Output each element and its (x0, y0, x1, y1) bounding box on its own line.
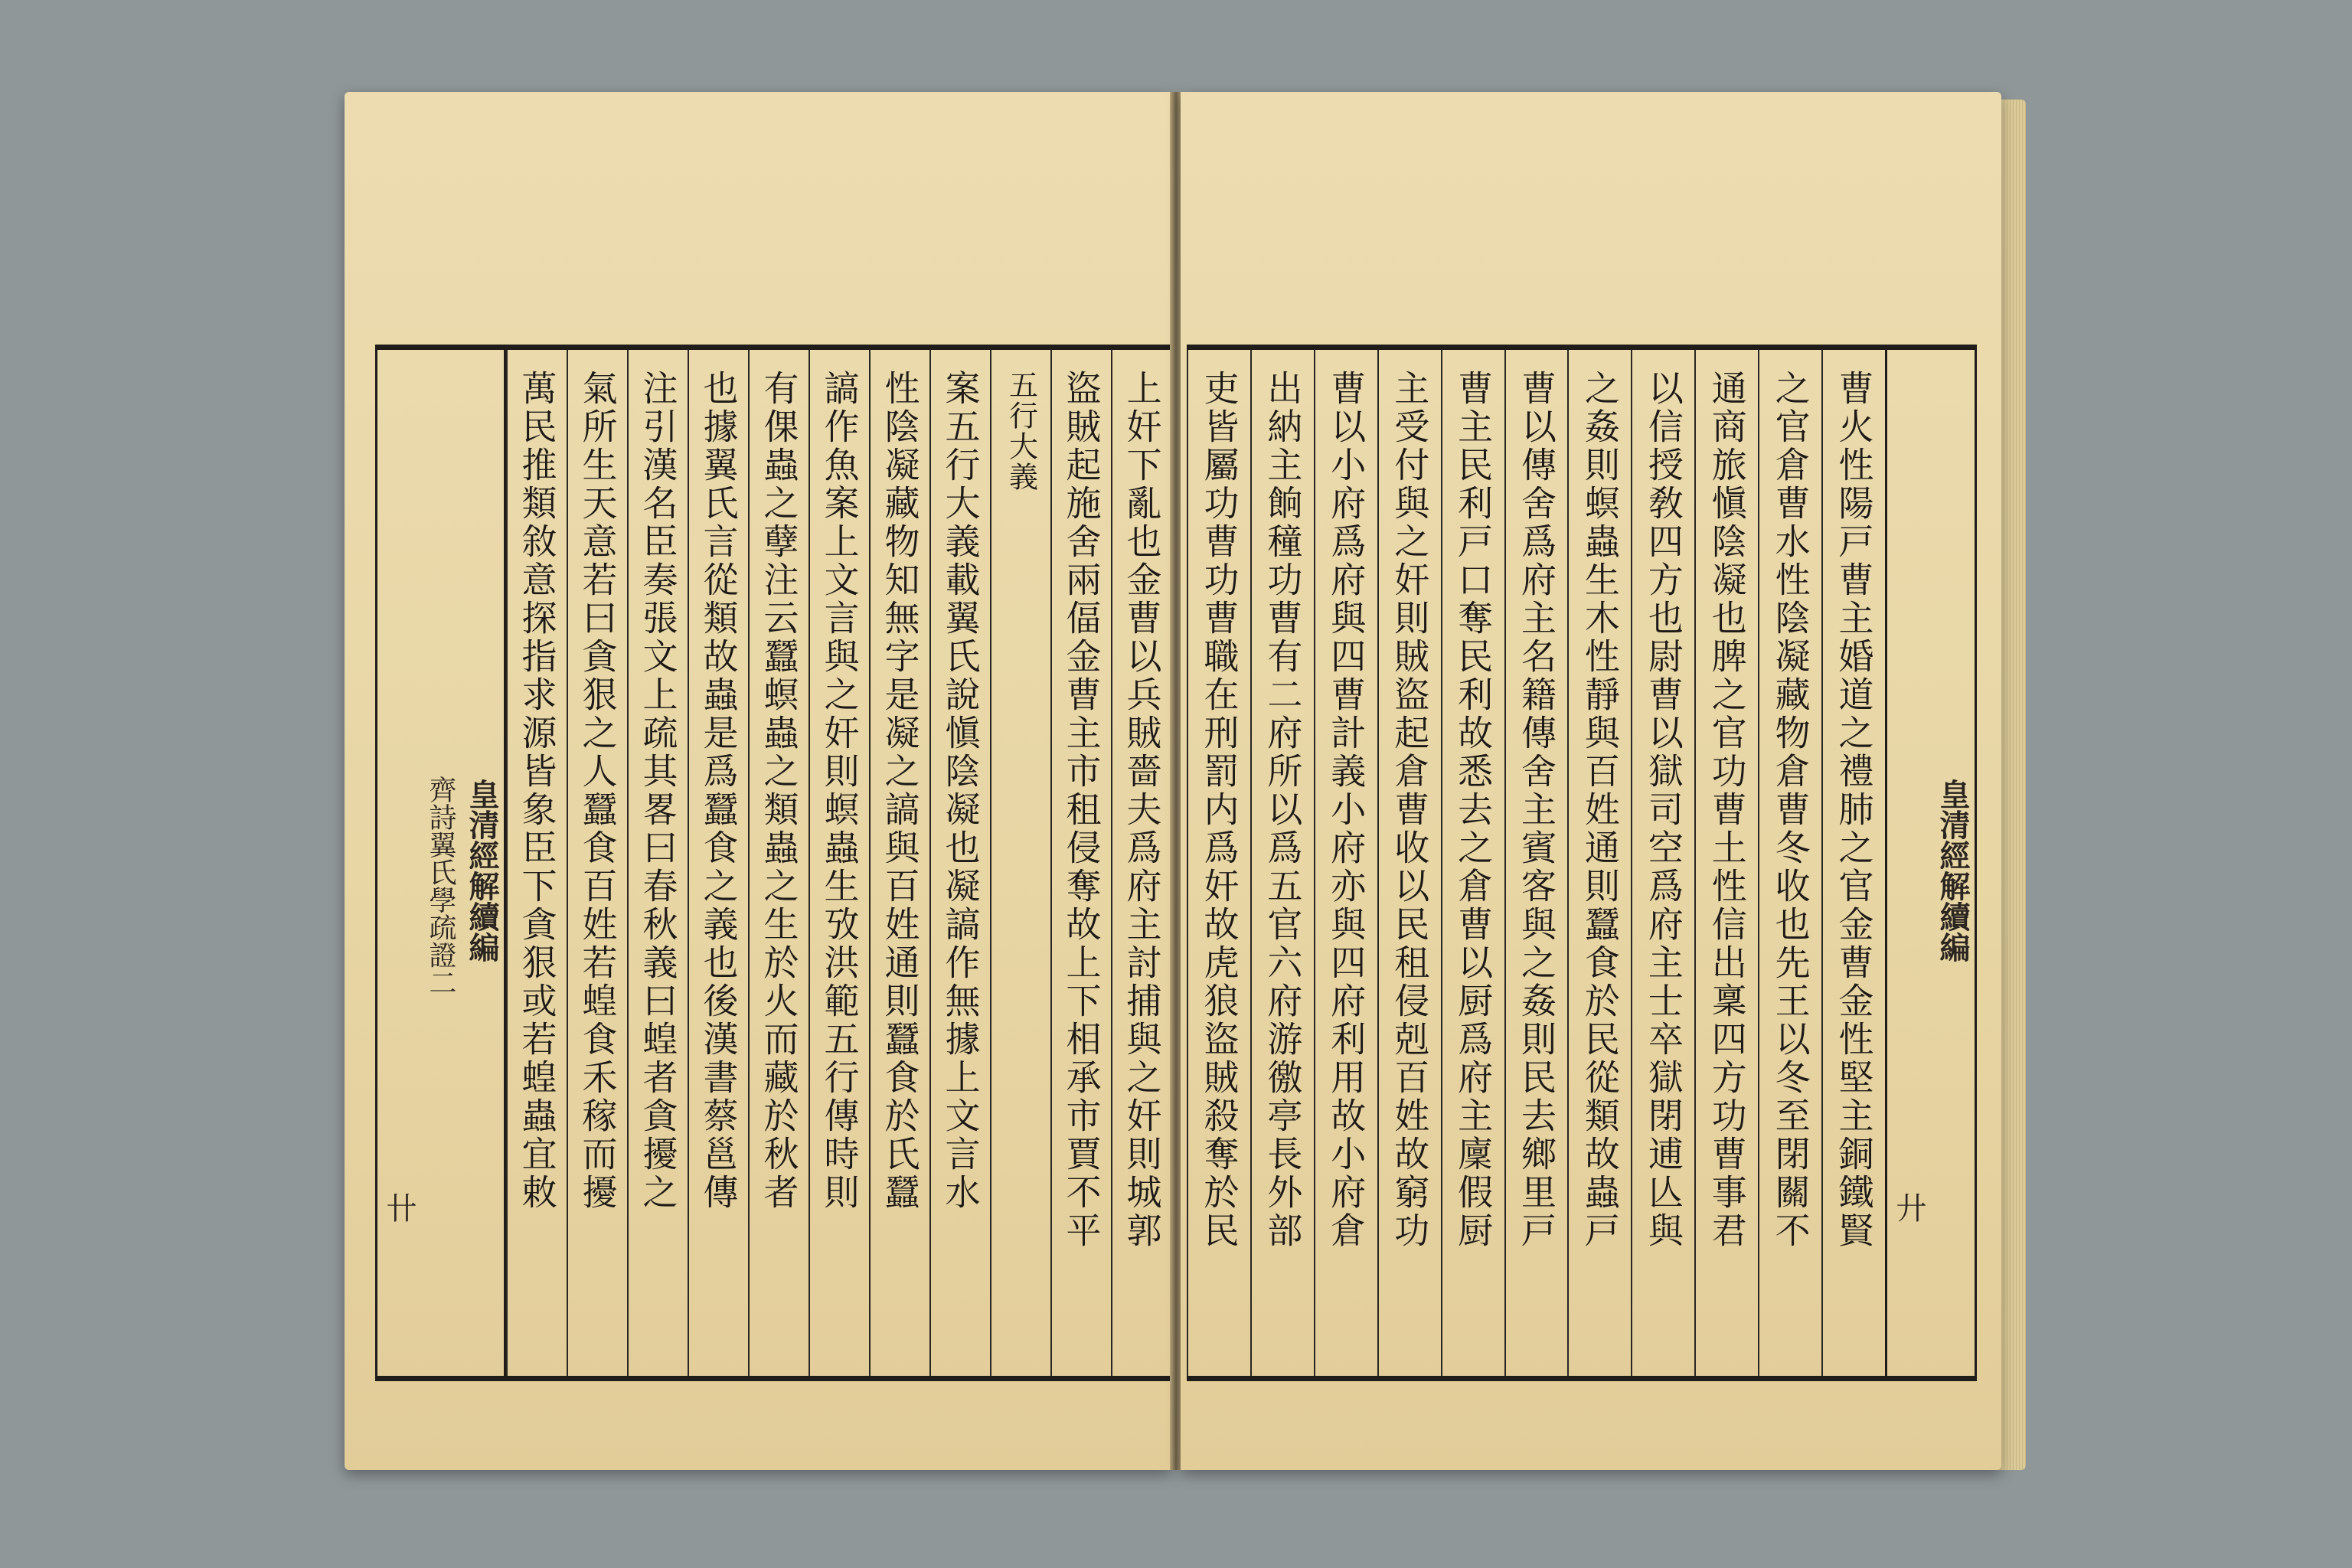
text-column: 謞作魚案上文言與之奸則螟蟲生攷洪範五行傳時則 (808, 350, 869, 1376)
folio-number: 卄 (381, 1192, 416, 1223)
left-page-margin (375, 350, 506, 1376)
text-column: 也據翼氏言從類故蟲是爲蠶食之義也後漢書蔡邕傳 (688, 350, 748, 1376)
text-column: 案五行大義載翼氏說愼陰凝也凝謞作無據上文言水 (929, 350, 990, 1376)
right-columns (1187, 350, 1977, 1376)
text-column: 有倮蟲之孽注云蠶螟蟲之類蟲之生於火而藏於秋者 (748, 350, 808, 1376)
text-column: 之官倉曹水性陰凝藏物倉曹冬收也先王以冬至閉關不 (1758, 350, 1821, 1376)
text-column: 注引漢名臣奏張文上疏其畧曰春秋義曰蝗者貪擾之 (627, 350, 688, 1376)
text-column: 出納主餉穜功曹有二府所以爲五官六府游徼亭長外部 (1250, 350, 1314, 1376)
text-column: 性陰凝藏物知無字是凝之謞與百姓通則蠶食於氏蠶 (869, 350, 929, 1376)
text-column: 曹火性陽戸曹主婚道之禮肺之官金曹金性堅主銅鐵賢 (1821, 350, 1885, 1376)
text-column: 吏皆屬功曹功曹職在刑罰内爲奸故虎狼盜賊殺奪於民 (1187, 350, 1250, 1376)
left-page (345, 92, 1171, 1470)
chapter-title: 齊詩翼氏學疏證二 (425, 776, 456, 996)
left-columns (375, 350, 1171, 1376)
book-title: 皇清經解續編 (464, 779, 500, 962)
text-column: 曹主民利戸口奪民利故悉去之倉曹以厨爲府主廩假厨 (1441, 350, 1504, 1376)
text-column: 之姦則螟蟲生木性靜與百姓通則蠶食於民從類故蟲戸 (1567, 350, 1631, 1376)
folio-number: 廾 (1891, 1192, 1926, 1223)
text-column: 曹以傳舍爲府主名籍傳舍主賓客與之姦則民去鄉里戸 (1504, 350, 1568, 1376)
book-title: 皇清經解續編 (1935, 779, 1971, 962)
left-text-frame (375, 345, 1171, 1381)
open-book (337, 92, 2021, 1478)
text-column: 主受付與之奸則賊盜起倉曹收以民租侵剋百姓故窮功 (1377, 350, 1441, 1376)
text-column: 氣所生天意若曰貪狠之人蠶食百姓若蝗食禾稼而擾 (567, 350, 627, 1376)
right-text-frame (1187, 345, 1977, 1381)
text-column: 通商旅愼陰凝也脾之官功曹土性信出稟四方功曹事君 (1694, 350, 1758, 1376)
page-edges (1998, 100, 2026, 1470)
text-column: 以信授敎四方也尉曹以獄司空爲府主士卒獄閉逋亾與 (1631, 350, 1694, 1376)
text-column: 曹以小府爲府與四曹計義小府亦與四府利用故小府倉 (1314, 350, 1377, 1376)
right-page-margin (1885, 350, 1977, 1376)
text-column: 萬民推類敘意探指求源皆象臣下貪狠或若蝗蟲宜敕 (506, 350, 567, 1376)
annotation-column: 五行大義 (990, 350, 1050, 1376)
text-column: 上奸下亂也金曹以兵賊嗇夫爲府主討捕與之奸則城郭 (1111, 350, 1171, 1376)
text-column: 盜賊起施舍兩偪金曹主市租侵奪故上下相承市賈不平 (1050, 350, 1111, 1376)
right-page (1181, 92, 2001, 1470)
